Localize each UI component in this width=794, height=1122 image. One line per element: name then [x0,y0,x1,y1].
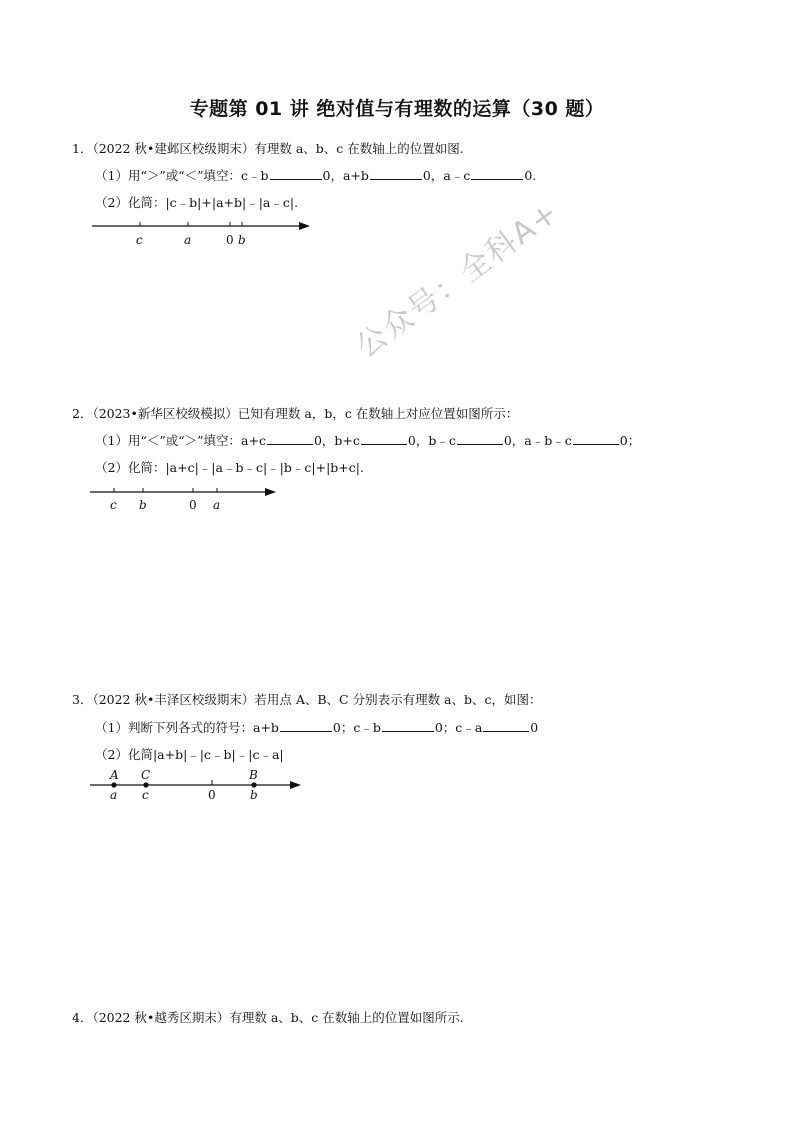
number-line-3 [90,768,305,804]
q2-p1-end: 0； [619,433,641,448]
label-c: c [110,498,117,512]
answer-blank[interactable] [361,433,407,445]
q2-p1-a: 0，b+c [313,433,360,448]
q1-p1-end: 0. [524,168,537,183]
q2-p1-c: 0，a﹣b﹣c [503,433,572,448]
question-3-part-2: （2）化简|a+b|﹣|c﹣b|﹣|c﹣a| [95,747,284,762]
answer-blank[interactable] [471,168,523,180]
answer-blank[interactable] [267,433,313,445]
question-1-part-2: （2）化简：|c﹣b|+|a+b|﹣|a﹣c|. [95,195,299,210]
q2-p1-pre: （1）用“＜”或“＞”填空：a+c [95,433,266,448]
answer-blank[interactable] [382,720,434,732]
label-point-c: C [141,768,151,782]
number-line-1 [92,216,312,250]
label-point-b: B [249,768,258,782]
q1-p1-a: 0，a+b [322,168,369,183]
q1-p1-b: 0，a﹣c [422,168,471,183]
label-zero: 0 [189,498,197,512]
answer-blank[interactable] [457,433,503,445]
watermark: 公众号：全科A+ [349,194,566,365]
question-3-part-1 [95,718,538,736]
number-line-2 [90,482,280,516]
q2-p1-b: 0，b﹣c [407,433,456,448]
question-2-stem: 2．（2023•新华区校级模拟）已知有理数 a，b，c 在数轴上对应位置如图所示： [72,406,519,421]
q3-p1-a: 0；c﹣b [332,720,381,735]
label-a: a [213,498,221,512]
question-1-part-1 [95,166,536,184]
answer-blank[interactable] [483,720,529,732]
q3-p1-b: 0；c﹣a [434,720,483,735]
q1-p1-pre: （1）用“＞”或“＜”填空：c﹣b [95,168,269,183]
question-1-stem: 1．（2022 秋•建邺区校级期末）有理数 a、b、c 在数轴上的位置如图. [72,141,464,156]
question-2-part-1 [95,431,640,449]
question-3-stem: 3．（2022 秋•丰泽区校级期末）若用点 A、B、C 分别表示有理数 a、b、c，如图： [72,692,542,707]
label-a: a [110,788,118,802]
answer-blank[interactable] [270,168,322,180]
label-a: a [184,233,192,247]
label-point-a: A [110,768,119,782]
label-c: c [142,788,149,802]
q3-p1-pre: （1）判断下列各式的符号：a+b [95,720,279,735]
answer-blank[interactable] [370,168,422,180]
label-b: b [250,788,258,802]
q3-p1-end: 0 [530,720,539,735]
question-4-stem: 4．（2022 秋•越秀区期末）有理数 a、b、c 在数轴上的位置如图所示. [72,1010,464,1025]
label-c: c [136,233,143,247]
answer-blank[interactable] [573,433,619,445]
page-title: 专题第 01 讲 绝对值与有理数的运算（30 题） [189,98,605,120]
label-b: b [139,498,147,512]
label-zero: 0 [226,233,234,247]
answer-blank[interactable] [280,720,332,732]
label-zero: 0 [208,788,216,802]
label-b: b [238,233,246,247]
question-2-part-2: （2）化简：|a+c|﹣|a﹣b﹣c|﹣|b﹣c|+|b+c|. [95,460,364,475]
